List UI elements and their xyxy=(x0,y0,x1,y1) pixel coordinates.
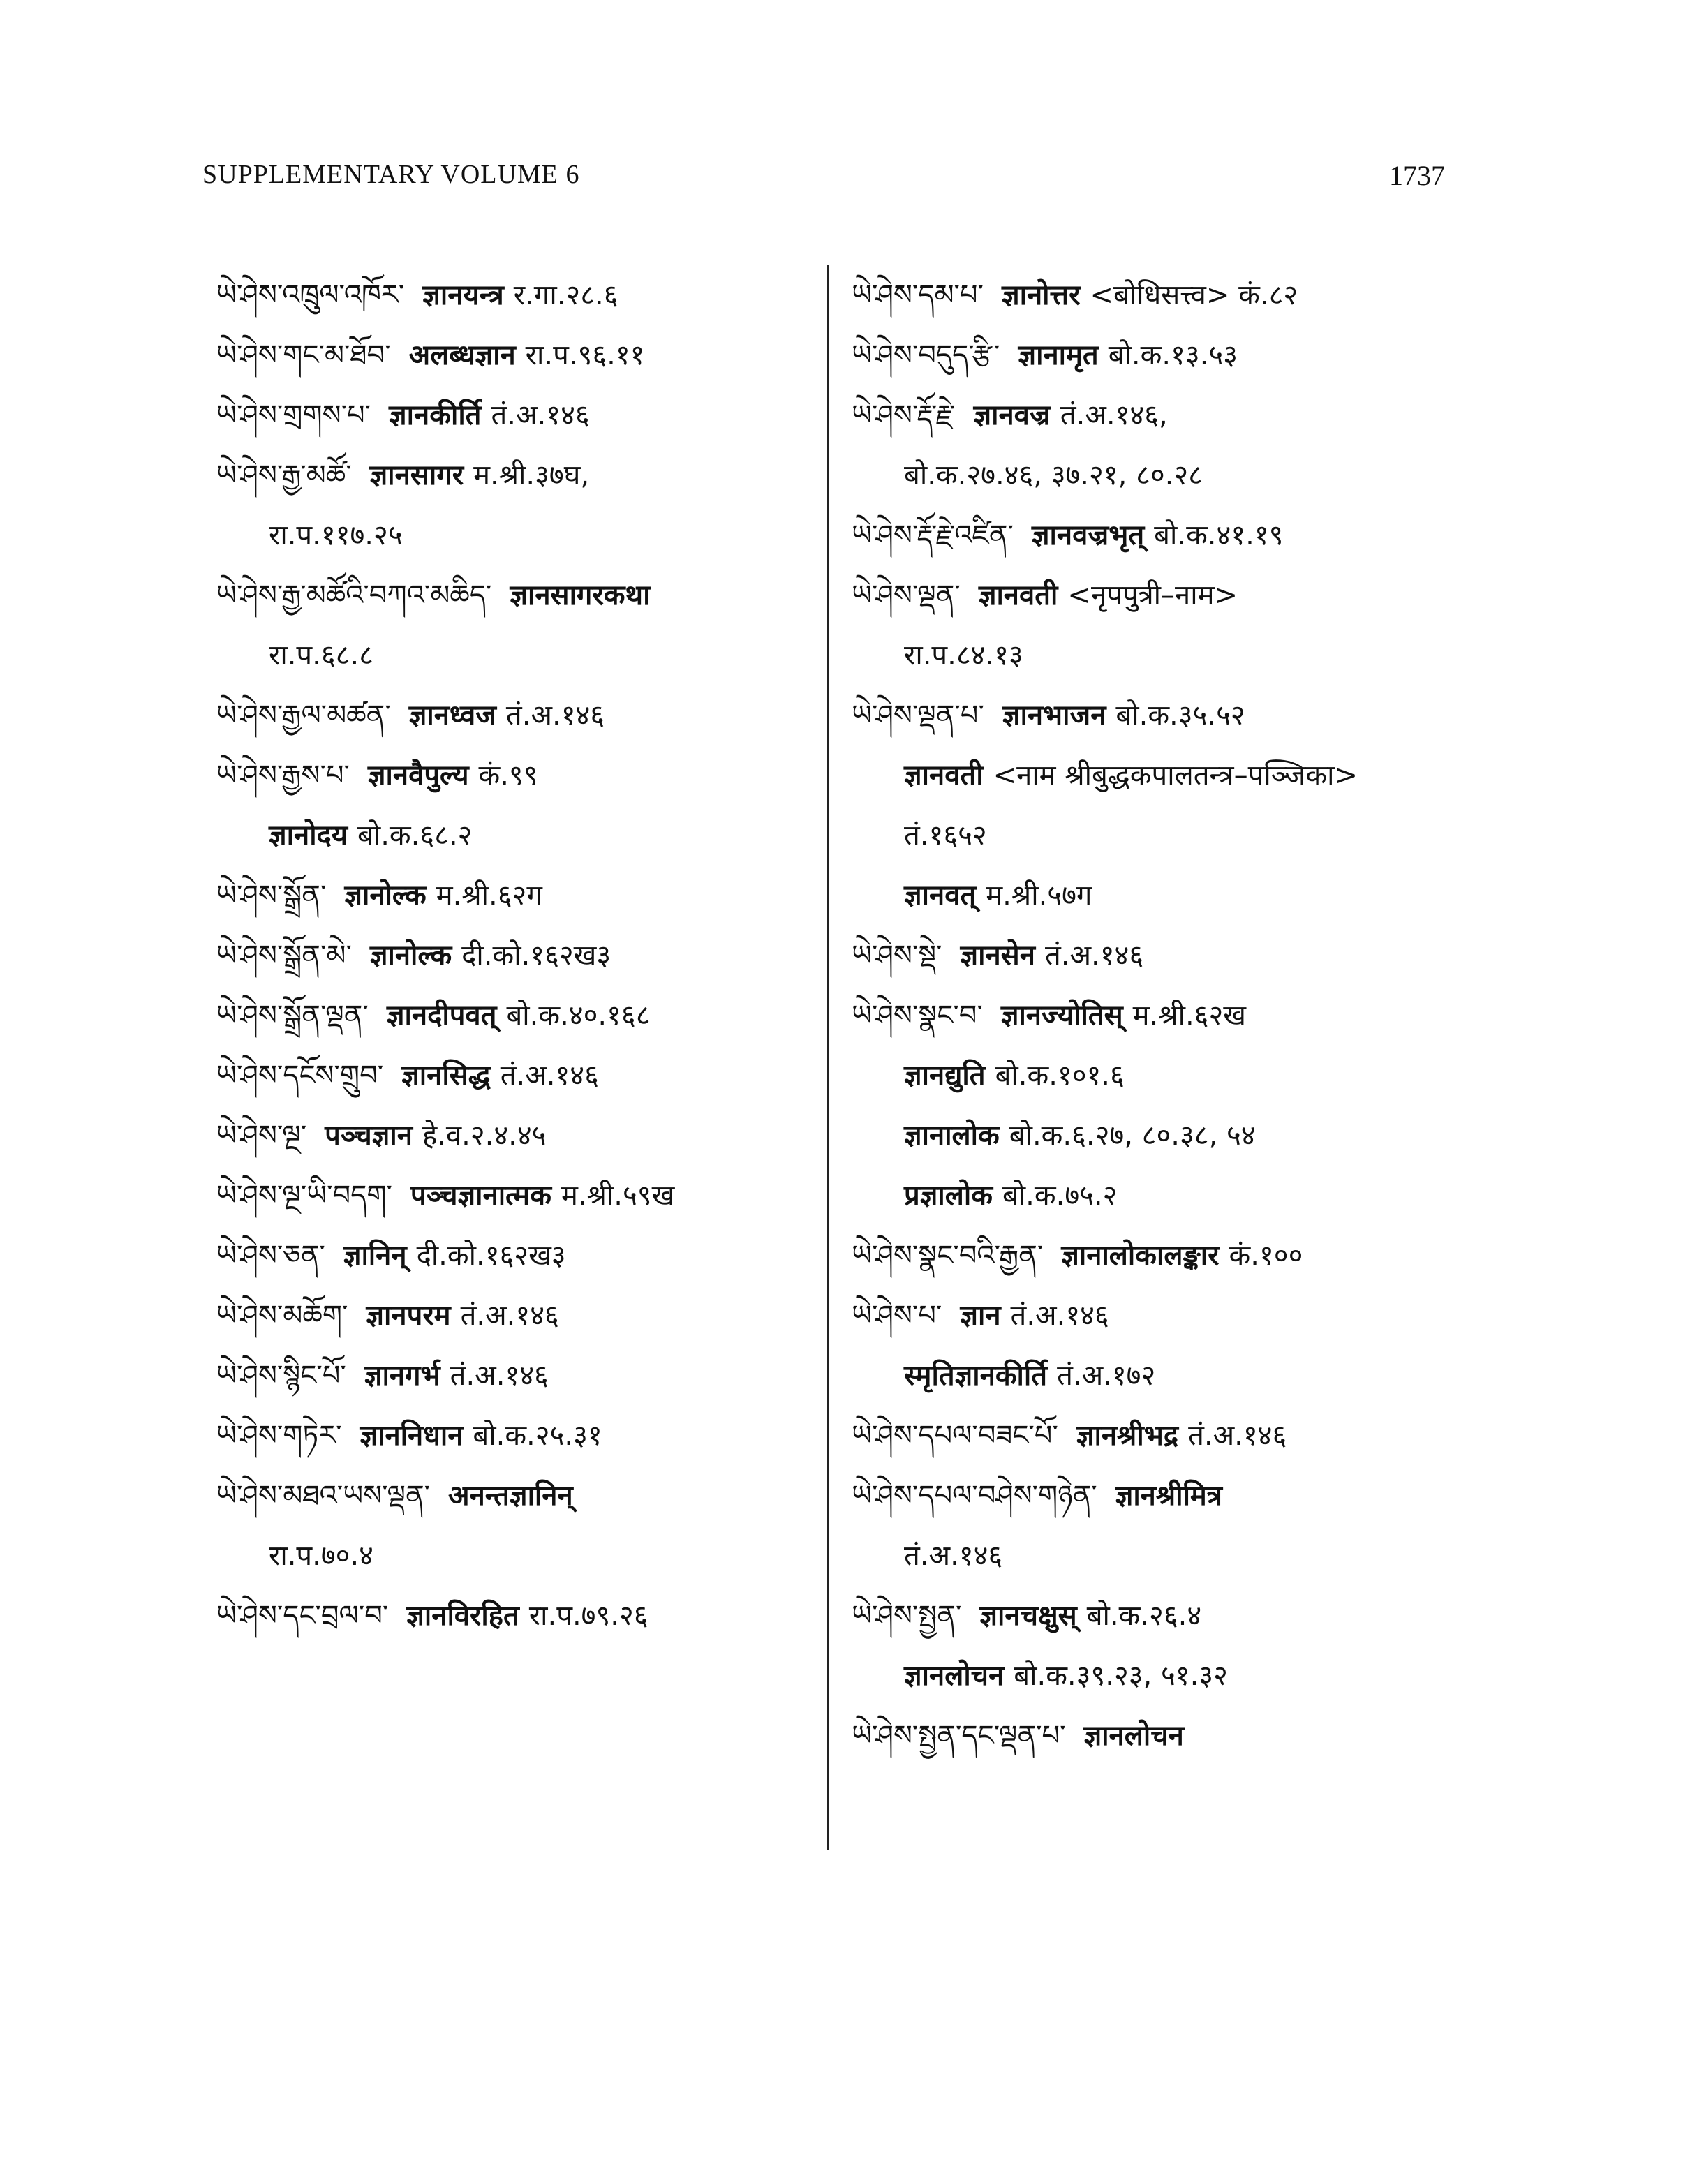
sanskrit-term: ज्ञानवती xyxy=(978,579,1058,611)
reference: दी.को.१६२ख३ xyxy=(461,939,611,972)
dictionary-entry xyxy=(852,265,1480,325)
dictionary-entry xyxy=(216,1406,845,1466)
dictionary-entry xyxy=(216,1346,845,1406)
reference: बो.क.२६.४ xyxy=(1086,1600,1202,1632)
reference: तं.अ.१४६, xyxy=(1060,399,1168,431)
sanskrit-term: ज्ञानपरम xyxy=(366,1300,451,1332)
reference: म.श्री.६२ग xyxy=(436,879,542,912)
sanskrit-term: प्रज्ञालोक xyxy=(904,1180,993,1212)
column-divider xyxy=(827,265,829,1850)
tibetan-term: ཡེ་ཤེས་འཁྲུལ་འཁོར་ xyxy=(216,279,405,311)
dictionary-entry xyxy=(852,926,1480,986)
reference: हे.व.२.४.४५ xyxy=(422,1120,547,1152)
sanskrit-term: ज्ञानसिद्ध xyxy=(401,1060,491,1092)
reference: बो.क.२५.३१ xyxy=(473,1420,602,1452)
dictionary-entry xyxy=(852,1586,1480,1646)
dictionary-entry xyxy=(216,565,845,625)
sanskrit-term: ज्ञानवज्र xyxy=(973,399,1051,431)
sanskrit-term: ज्ञानसागरकथा xyxy=(510,579,651,611)
dictionary-entry xyxy=(216,1226,845,1286)
tibetan-term: ཡེ་ཤེས་ལྔ་ཡི་བདག་ xyxy=(216,1180,392,1212)
reference: <नृपपुत्री–नाम> xyxy=(1067,579,1238,611)
dictionary-entry xyxy=(852,445,1480,505)
dictionary-entry xyxy=(216,325,845,385)
sanskrit-term: ज्ञाननिधान xyxy=(360,1420,464,1452)
dictionary-entry xyxy=(852,1526,1480,1586)
reference: बो.क.१३.५३ xyxy=(1108,339,1238,371)
reference: <बोधिसत्त्व> कं.८२ xyxy=(1090,279,1298,311)
tibetan-term: ཡེ་ཤེས་པ་ xyxy=(852,1300,942,1332)
sanskrit-term: ज्ञानालोकालङ्कार xyxy=(1061,1240,1220,1272)
sanskrit-term: ज्ञानभाजन xyxy=(1002,699,1106,731)
sanskrit-term: ज्ञानध्वज xyxy=(408,699,496,731)
tibetan-term: ཡེ་ཤེས་རྒྱལ་མཚན་ xyxy=(216,699,391,731)
tibetan-term: ཡེ་ཤེས་དམ་པ་ xyxy=(852,279,984,311)
sanskrit-term: ज्ञानविरहित xyxy=(406,1600,519,1632)
tibetan-term: ཡེ་ཤེས་ལྡན་པ་ xyxy=(852,699,984,731)
dictionary-entry xyxy=(216,1586,845,1646)
sanskrit-term: ज्ञानश्रीमित्र xyxy=(1115,1480,1222,1512)
sanskrit-term: ज्ञानगर्भ xyxy=(364,1360,440,1392)
tibetan-term: ཡེ་ཤེས་སྡེ་ xyxy=(852,939,942,972)
sanskrit-term: ज्ञानसागर xyxy=(369,459,464,491)
sanskrit-term: ज्ञानवती xyxy=(904,759,984,792)
sanskrit-term: ज्ञानदीपवत् xyxy=(386,1000,497,1032)
sanskrit-term: अलब्धज्ञान xyxy=(408,339,516,371)
dictionary-entry xyxy=(216,745,845,805)
reference: र.गा.२८.६ xyxy=(513,279,618,311)
sanskrit-term: पञ्चज्ञानात्मक xyxy=(410,1180,551,1212)
tibetan-term: ཡེ་ཤེས་དཔལ་བཤེས་གཉེན་ xyxy=(852,1480,1097,1512)
reference: कं.९९ xyxy=(478,759,538,792)
tibetan-term: ཡེ་ཤེས་དང་བྲལ་བ་ xyxy=(216,1600,389,1632)
tibetan-term: ཡེ་ཤེས་སྒྲོན་ xyxy=(216,879,327,912)
reference: तं.अ.१४६ xyxy=(904,1540,1003,1572)
reference: बो.क.२७.४६, ३७.२१, ८०.२८ xyxy=(904,459,1203,491)
dictionary-entry xyxy=(216,805,845,866)
tibetan-term: ཡེ་ཤེས་ལྡན་ xyxy=(852,579,961,611)
dictionary-entry xyxy=(852,1166,1480,1226)
sanskrit-term: ज्ञानसेन xyxy=(960,939,1035,972)
reference: कं.१०० xyxy=(1229,1240,1303,1272)
running-head: SUPPLEMENTARY VOLUME 6 xyxy=(202,160,580,189)
dictionary-entry xyxy=(852,745,1480,805)
reference: बो.क.३९.२३, ५१.३२ xyxy=(1014,1660,1228,1692)
dictionary-entry xyxy=(216,1286,845,1346)
tibetan-term: ཡེ་ཤེས་ལྔ་ xyxy=(216,1120,307,1152)
sanskrit-term: ज्ञानकीर्ति xyxy=(389,399,482,431)
sanskrit-term: अनन्तज्ञानिन् xyxy=(448,1480,573,1512)
sanskrit-term: ज्ञानोल्क xyxy=(369,939,452,972)
tibetan-term: ཡེ་ཤེས་སྣང་བ་ xyxy=(852,1000,983,1032)
dictionary-entry xyxy=(852,385,1480,445)
tibetan-term: ཡེ་ཤེས་སྣང་བའི་རྒྱན་ xyxy=(852,1240,1044,1272)
dictionary-entry xyxy=(852,325,1480,385)
sanskrit-term: ज्ञानवज्रभृत् xyxy=(1031,519,1145,551)
reference: <नाम श्रीबुद्धकपालतन्त्र–पञ्जिका> xyxy=(993,759,1358,792)
dictionary-entry xyxy=(852,1706,1480,1766)
sanskrit-term: पञ्चज्ञान xyxy=(325,1120,413,1152)
reference: तं.अ.१४६ xyxy=(505,699,605,731)
reference: तं.अ.१४६ xyxy=(500,1060,599,1092)
sanskrit-term: ज्ञानलोचन xyxy=(904,1660,1005,1692)
dictionary-entry xyxy=(852,1226,1480,1286)
sanskrit-term: स्मृतिज्ञानकीर्ति xyxy=(904,1360,1048,1392)
dictionary-entry xyxy=(216,1526,845,1586)
sanskrit-term: ज्ञानश्रीभद्र xyxy=(1076,1420,1179,1452)
reference: म.श्री.३७घ, xyxy=(473,459,590,491)
sanskrit-term: ज्ञानज्योतिस् xyxy=(1000,1000,1123,1032)
dictionary-entry xyxy=(852,1286,1480,1346)
sanskrit-term: ज्ञान xyxy=(960,1300,1001,1332)
reference: रा.प.९६.११ xyxy=(525,339,645,371)
tibetan-term: ཡེ་ཤེས་དངོས་གྲུབ་ xyxy=(216,1060,384,1092)
tibetan-term: ཡེ་ཤེས་བདུད་རྩི་ xyxy=(852,339,1000,371)
dictionary-entry xyxy=(216,986,845,1046)
reference: रा.प.११७.२५ xyxy=(269,519,403,551)
dictionary-entry xyxy=(216,1106,845,1166)
right-column xyxy=(852,265,1480,1766)
reference: बो.क.६.२७, ८०.३८, ५४ xyxy=(1009,1120,1256,1152)
reference: रा.प.७०.४ xyxy=(269,1540,373,1572)
tibetan-term: ཡེ་ཤེས་མཆོག་ xyxy=(216,1300,348,1332)
sanskrit-term: ज्ञानवैपुल्य xyxy=(367,759,469,792)
tibetan-term: ཡེ་ཤེས་སྤྱན་ xyxy=(852,1600,962,1632)
tibetan-term: ཡེ་ཤེས་རྡོ་རྗེ་འཛིན་ xyxy=(852,519,1014,551)
dictionary-entry xyxy=(852,1466,1480,1526)
dictionary-entry xyxy=(216,505,845,565)
dictionary-entry xyxy=(852,505,1480,565)
dictionary-entry xyxy=(216,1466,845,1526)
reference: बो.क.३५.५२ xyxy=(1115,699,1245,731)
dictionary-entry xyxy=(852,805,1480,866)
dictionary-entry xyxy=(216,866,845,926)
dictionary-entry xyxy=(216,1046,845,1106)
reference: तं.अ.१७२ xyxy=(1057,1360,1156,1392)
sanskrit-term: ज्ञानवत् xyxy=(904,879,977,912)
tibetan-term: ཡེ་ཤེས་དཔལ་བཟང་པོ་ xyxy=(852,1420,1058,1452)
reference: तं.१६५२ xyxy=(904,819,987,852)
reference: म.श्री.५९ख xyxy=(561,1180,675,1212)
reference: बो.क.६८.२ xyxy=(357,819,473,852)
reference: बो.क.४०.१६८ xyxy=(506,1000,651,1032)
sanskrit-term: ज्ञानयन्त्र xyxy=(422,279,504,311)
tibetan-term: ཡེ་ཤེས་སྒྲོན་ལྡན་ xyxy=(216,1000,369,1032)
dictionary-entry xyxy=(216,265,845,325)
sanskrit-term: ज्ञानोदय xyxy=(269,819,348,852)
reference: रा.प.७९.२६ xyxy=(528,1600,648,1632)
tibetan-term: ཡེ་ཤེས་སྙིང་པོ་ xyxy=(216,1360,346,1392)
reference: बो.क.४१.१९ xyxy=(1154,519,1284,551)
tibetan-term: ཡེ་ཤེས་རྒྱ་མཚོའི་བཀའ་མཆིད་ xyxy=(216,579,492,611)
dictionary-entry xyxy=(852,1106,1480,1166)
reference: तं.अ.१४६ xyxy=(491,399,590,431)
dictionary-entry xyxy=(852,866,1480,926)
reference: म.श्री.५७ग xyxy=(986,879,1092,912)
tibetan-term: ཡེ་ཤེས་མཐའ་ཡས་ལྡན་ xyxy=(216,1480,431,1512)
tibetan-term: ཡེ་ཤེས་གཏེར་ xyxy=(216,1420,342,1452)
reference: बो.क.७५.२ xyxy=(1002,1180,1118,1212)
tibetan-term: ཡེ་ཤེས་ཅན་ xyxy=(216,1240,325,1272)
reference: रा.प.८४.१३ xyxy=(904,639,1023,671)
dictionary-entry xyxy=(216,385,845,445)
dictionary-entry xyxy=(216,1166,845,1226)
tibetan-term: ཡེ་ཤེས་རྒྱས་པ་ xyxy=(216,759,350,792)
dictionary-entry xyxy=(852,1646,1480,1706)
sanskrit-term: ज्ञानालोक xyxy=(904,1120,1000,1152)
sanskrit-term: ज्ञानामृत xyxy=(1018,339,1099,371)
dictionary-entry xyxy=(852,625,1480,685)
dictionary-entry xyxy=(216,685,845,745)
reference: म.श्री.६२ख xyxy=(1132,1000,1247,1032)
sanskrit-term: ज्ञानद्युति xyxy=(904,1060,986,1092)
left-column xyxy=(216,265,845,1646)
reference: दी.को.१६२ख३ xyxy=(416,1240,566,1272)
dictionary-entry xyxy=(216,625,845,685)
dictionary-entry xyxy=(852,1406,1480,1466)
dictionary-entry xyxy=(852,1346,1480,1406)
sanskrit-term: ज्ञानोल्क xyxy=(344,879,427,912)
tibetan-term: ཡེ་ཤེས་གྲགས་པ་ xyxy=(216,399,371,431)
dictionary-entry xyxy=(216,445,845,505)
reference: तं.अ.१४६ xyxy=(450,1360,549,1392)
tibetan-term: ཡེ་ཤེས་སྤྱན་དང་ལྡན་པ་ xyxy=(852,1720,1066,1752)
tibetan-term: ཡེ་ཤེས་རྡོ་རྗེ་ xyxy=(852,399,956,431)
page-number: 1737 xyxy=(1389,160,1445,191)
dictionary-entry xyxy=(852,986,1480,1046)
reference: रा.प.६८.८ xyxy=(269,639,373,671)
reference: तं.अ.१४६ xyxy=(460,1300,559,1332)
reference: तं.अ.१४६ xyxy=(1044,939,1144,972)
sanskrit-term: ज्ञानोत्तर xyxy=(1001,279,1081,311)
dictionary-entry xyxy=(216,926,845,986)
sanskrit-term: ज्ञानिन् xyxy=(343,1240,407,1272)
tibetan-term: ཡེ་ཤེས་རྒྱ་མཚོ་ xyxy=(216,459,352,491)
tibetan-term: ཡེ་ཤེས་སྒྲོན་མེ་ xyxy=(216,939,352,972)
sanskrit-term: ज्ञानचक्षुस् xyxy=(979,1600,1077,1632)
sanskrit-term: ज्ञानलोचन xyxy=(1083,1720,1184,1752)
reference: तं.अ.१४६ xyxy=(1010,1300,1109,1332)
dictionary-entry xyxy=(852,1046,1480,1106)
dictionary-entry xyxy=(852,685,1480,745)
tibetan-term: ཡེ་ཤེས་གང་མ་ཐོབ་ xyxy=(216,339,391,371)
dictionary-entry xyxy=(852,565,1480,625)
reference: बो.क.१०१.६ xyxy=(995,1060,1125,1092)
reference: तं.अ.१४६ xyxy=(1188,1420,1287,1452)
